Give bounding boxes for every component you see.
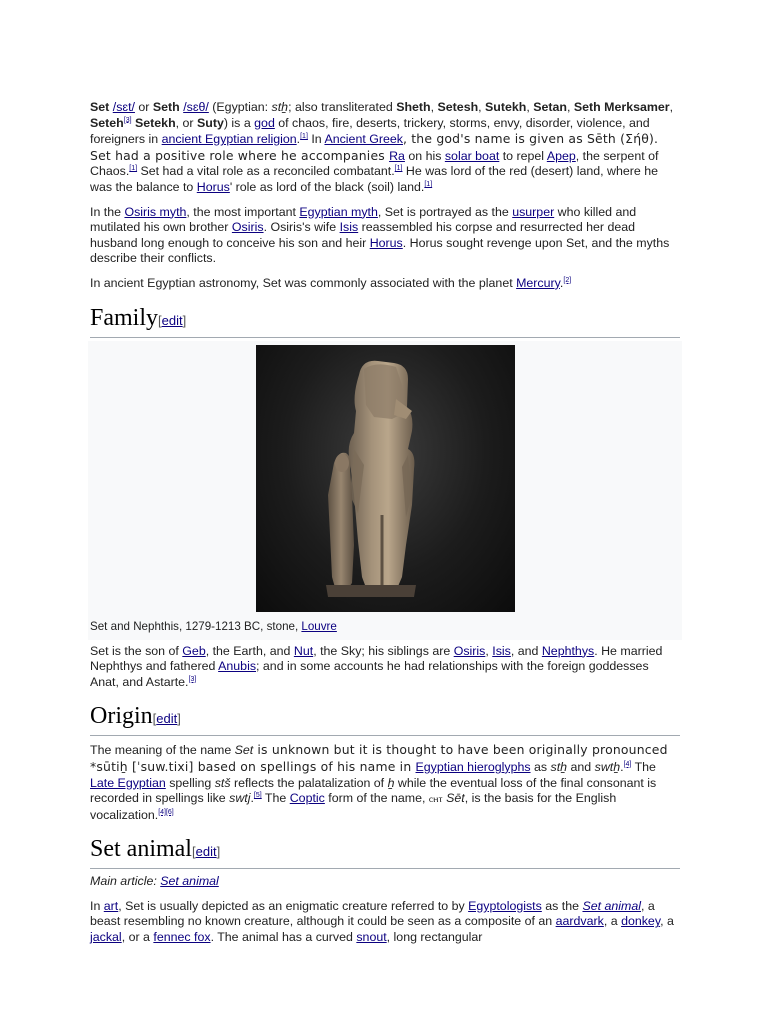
set-animal-paragraph xyxy=(90,899,680,946)
bracket: ] xyxy=(216,844,221,860)
hatnote-label: Main article: xyxy=(90,874,161,889)
text: , the god's name is given as Sēth (Σήθ). Set had a positive role where he accompanies xyxy=(90,131,659,163)
citation-link[interactable]: [1] xyxy=(300,133,308,141)
term-seth-merksamer: Seth Merksamer xyxy=(573,100,670,114)
link-anubis[interactable]: Anubis xyxy=(218,659,257,674)
text: , or xyxy=(175,115,197,130)
text: In the xyxy=(90,204,125,219)
citation-link[interactable]: [3] xyxy=(188,675,197,683)
text: form of the name, xyxy=(324,791,429,806)
transliteration-sth: stẖ xyxy=(271,100,289,114)
text: of chaos, fire, deserts, trickery, storms, envy, disorder, violence, and foreigners in xyxy=(90,115,650,147)
link-ra[interactable]: Ra xyxy=(389,148,405,163)
text: ) is a xyxy=(223,115,255,130)
term-setekh: Setekh xyxy=(135,115,176,130)
transliteration-swth: swtẖ xyxy=(594,759,621,774)
link-coptic[interactable]: Coptic xyxy=(289,791,325,806)
link-osiris-myth[interactable]: Osiris myth xyxy=(124,204,187,219)
text: In xyxy=(307,132,325,147)
text: In xyxy=(90,898,104,913)
link-mercury[interactable]: Mercury xyxy=(516,275,560,290)
text: reassembled his corpse and resurrected her dead husband long enough to conceive his son and heir xyxy=(90,220,636,250)
text: , xyxy=(485,643,493,658)
term-suty: Suty xyxy=(197,115,224,130)
caption-text: Set and Nephthis, 1279-1213 BC, stone, xyxy=(90,619,302,633)
link-set-animal-main[interactable]: Set animal xyxy=(160,874,219,889)
text: In ancient Egyptian astronomy, Set was commonly associated with the planet xyxy=(90,275,517,290)
text: , the Sky; his siblings are xyxy=(313,643,454,658)
link-donkey[interactable]: donkey xyxy=(621,914,661,929)
term-set-coptic: Sēt xyxy=(446,791,465,806)
text: , a xyxy=(660,914,674,929)
link-ancient-egyptian-religion[interactable]: ancient Egyptian religion xyxy=(161,132,297,147)
text: , a beast resembling no known creature, although it could be seen as a composite of an xyxy=(90,898,655,929)
text: , or a xyxy=(121,930,154,945)
transliteration-swtj: swtj xyxy=(229,791,251,806)
text: He was lord of the red (desert) land, where he was the balance to xyxy=(90,164,658,194)
section-heading-origin xyxy=(90,702,680,736)
bracket: [ xyxy=(152,711,157,727)
term-seth: Seth xyxy=(152,100,180,114)
text: spelling xyxy=(165,775,215,790)
link-osiris[interactable]: Osiris xyxy=(231,220,264,235)
text: . He married Nephthys and fathered xyxy=(90,643,663,674)
link-set-animal[interactable]: Set animal xyxy=(582,898,642,913)
text: who killed and mutilated his own brother xyxy=(90,204,637,235)
link-apep[interactable]: Apep xyxy=(546,148,576,163)
link-ancient-greek[interactable]: Ancient Greek xyxy=(324,132,403,147)
link-snout[interactable]: snout xyxy=(356,930,387,945)
link-jackal[interactable]: jackal xyxy=(90,930,122,945)
link-late-egyptian[interactable]: Late Egyptian xyxy=(90,775,166,790)
heading-text: Origin xyxy=(90,703,153,730)
text: , and xyxy=(510,643,542,658)
figure-set-and-nephthis xyxy=(88,341,682,640)
text: as the xyxy=(541,898,583,913)
link-pronunciation-set[interactable]: /sɛt/ xyxy=(112,100,135,114)
intro-paragraph-1: Set /sɛt/ or Seth /sɛθ/ (Egyptian: stẖ; also transliterated Sheth, Setesh, Sutekh, Setan, Seth Merksamer, Seteh[3] Setekh, or Suty) is a god of chaos, fire, deserts, trickery, storms, envy, disorder, violence, and foreigners in ancient Egyptian religion.[1] In Ancient Greek, the god's name is given as Sēth (Σήθ). Set had a positive role where he accompanies Ra on his solar boat to repel Apep, the serpent of Chaos.[1] Set had a vital role as a reconciled combatant.[1] He was lord of the red (desert) land, where he was the balance to Horus' role as lord of the black (soil) land.[1] xyxy=(90,100,674,194)
text: , xyxy=(478,100,486,114)
family-paragraph xyxy=(90,644,680,691)
edit-link[interactable]: edit xyxy=(156,711,178,727)
link-horus[interactable]: Horus xyxy=(196,179,230,194)
text: while the eventual loss of the final consonant is recorded in spellings like xyxy=(90,775,657,806)
link-nut[interactable]: Nut xyxy=(293,643,314,658)
link-egyptologists[interactable]: Egyptologists xyxy=(468,898,542,913)
edit-section-family xyxy=(158,313,186,328)
term-sutekh: Sutekh xyxy=(485,100,527,114)
link-pronunciation-seth[interactable]: /sɛθ/ xyxy=(183,100,209,114)
bracket: ] xyxy=(177,711,181,727)
heading-text: Set animal xyxy=(90,836,192,863)
link-isis[interactable]: Isis xyxy=(492,643,511,658)
section-heading-set-animal xyxy=(90,835,680,869)
link-god[interactable]: god xyxy=(254,115,275,130)
text: The xyxy=(261,791,290,806)
term-seteh: Seteh xyxy=(90,115,124,130)
link-egyptian-myth[interactable]: Egyptian myth xyxy=(299,204,378,219)
text: Set had a vital role as a reconciled combatant. xyxy=(137,164,395,179)
edit-section-set-animal xyxy=(192,844,220,859)
term-set: Set xyxy=(90,100,110,114)
text: , the Earth, and xyxy=(205,643,294,658)
coptic-name: ⲥⲏⲧ xyxy=(428,794,443,806)
article-content xyxy=(90,100,680,955)
main-article-hatnote xyxy=(90,874,680,890)
link-fennec-fox[interactable]: fennec fox xyxy=(153,930,211,945)
text: The meaning of the name xyxy=(90,743,235,758)
citation-link[interactable]: [5] xyxy=(253,791,262,799)
text: , Set is portrayed as the xyxy=(377,204,513,219)
text: , the most important xyxy=(186,204,300,219)
edit-link[interactable]: edit xyxy=(195,844,217,860)
text: The xyxy=(631,759,656,774)
text: is unknown but it is thought to have been originally pronounced *sūtiẖ [ˈsuw.tixi] based on spellings of his name in xyxy=(90,742,668,774)
citation-link[interactable]: [1] xyxy=(394,165,403,173)
text: . xyxy=(559,275,564,290)
link-solar-boat[interactable]: solar boat xyxy=(444,148,500,163)
text: , a xyxy=(603,914,622,929)
figure-caption xyxy=(88,612,682,640)
edit-link[interactable]: edit xyxy=(161,312,183,328)
text: ; also transliterated xyxy=(288,100,397,114)
text: , xyxy=(526,100,534,114)
link-osiris[interactable]: Osiris xyxy=(453,643,486,658)
link-art[interactable]: art xyxy=(103,898,119,913)
text: . Horus sought revenge upon Set, and the myths describe their conflicts. xyxy=(90,235,670,266)
heading-text: Family xyxy=(90,304,159,331)
section-heading-family xyxy=(90,304,680,338)
link-nephthys[interactable]: Nephthys xyxy=(541,643,595,658)
transliteration-sts: stš xyxy=(214,775,231,790)
citation-link[interactable]: [1] xyxy=(129,165,138,173)
text: , Set is usually depicted as an enigmatic creature referred to by xyxy=(118,898,469,913)
text: , xyxy=(567,100,574,114)
intro-paragraph-3 xyxy=(90,276,680,292)
link-usurper[interactable]: usurper xyxy=(512,204,555,219)
text: , is the basis for the English vocalization. xyxy=(90,791,617,822)
text: . xyxy=(620,759,624,774)
link-isis[interactable]: Isis xyxy=(339,220,359,235)
text: , long rectangular xyxy=(386,930,483,945)
citation-link[interactable]: [4][6] xyxy=(158,808,174,816)
transliteration-h: ẖ xyxy=(387,775,395,790)
term-setesh: Setesh xyxy=(437,100,479,114)
link-horus[interactable]: Horus xyxy=(369,235,403,250)
text: and xyxy=(567,759,595,774)
term-set: Set xyxy=(234,743,254,758)
term-setan: Setan xyxy=(533,100,567,114)
link-geb[interactable]: Geb xyxy=(182,643,206,658)
text: . xyxy=(250,791,254,806)
text: ' role as lord of the black (soil) land. xyxy=(229,179,425,194)
bracket: [ xyxy=(158,312,162,328)
link-aardvark[interactable]: aardvark xyxy=(555,914,604,929)
term-sheth: Sheth xyxy=(396,100,431,114)
text: reflects the palatalization of xyxy=(230,775,388,790)
text: (Egyptian: xyxy=(208,100,272,114)
statue-illustration xyxy=(256,345,515,612)
citation-link[interactable]: [3] xyxy=(123,116,132,124)
link-egyptian-hieroglyphs[interactable]: Egyptian hieroglyphs xyxy=(415,759,531,774)
text: , xyxy=(669,100,674,114)
transliteration-sth: stẖ xyxy=(550,759,568,774)
text: , xyxy=(430,100,438,114)
text: as xyxy=(530,759,551,774)
text: . Osiris's wife xyxy=(263,220,340,235)
citation-link[interactable]: [4] xyxy=(623,760,632,768)
citation-link[interactable]: [2] xyxy=(563,276,572,284)
citation-link[interactable]: [1] xyxy=(424,180,433,188)
statue-image[interactable] xyxy=(256,345,515,612)
text: , the serpent of Chaos. xyxy=(90,148,659,179)
intro-paragraph-2 xyxy=(90,205,680,267)
text: . The animal has a curved xyxy=(210,930,357,945)
text: Set is the son of xyxy=(90,643,183,658)
bracket: ] xyxy=(182,312,187,328)
link-louvre[interactable]: Louvre xyxy=(301,619,337,633)
text: on his xyxy=(404,148,445,163)
edit-section-origin xyxy=(153,711,181,726)
origin-paragraph xyxy=(90,742,680,823)
text: ; and in some accounts he had relationships with the foreign goddesses Anat, and Astarte. xyxy=(90,659,649,689)
bracket: [ xyxy=(191,844,196,860)
text: or xyxy=(134,100,153,114)
text: to repel xyxy=(499,148,547,163)
